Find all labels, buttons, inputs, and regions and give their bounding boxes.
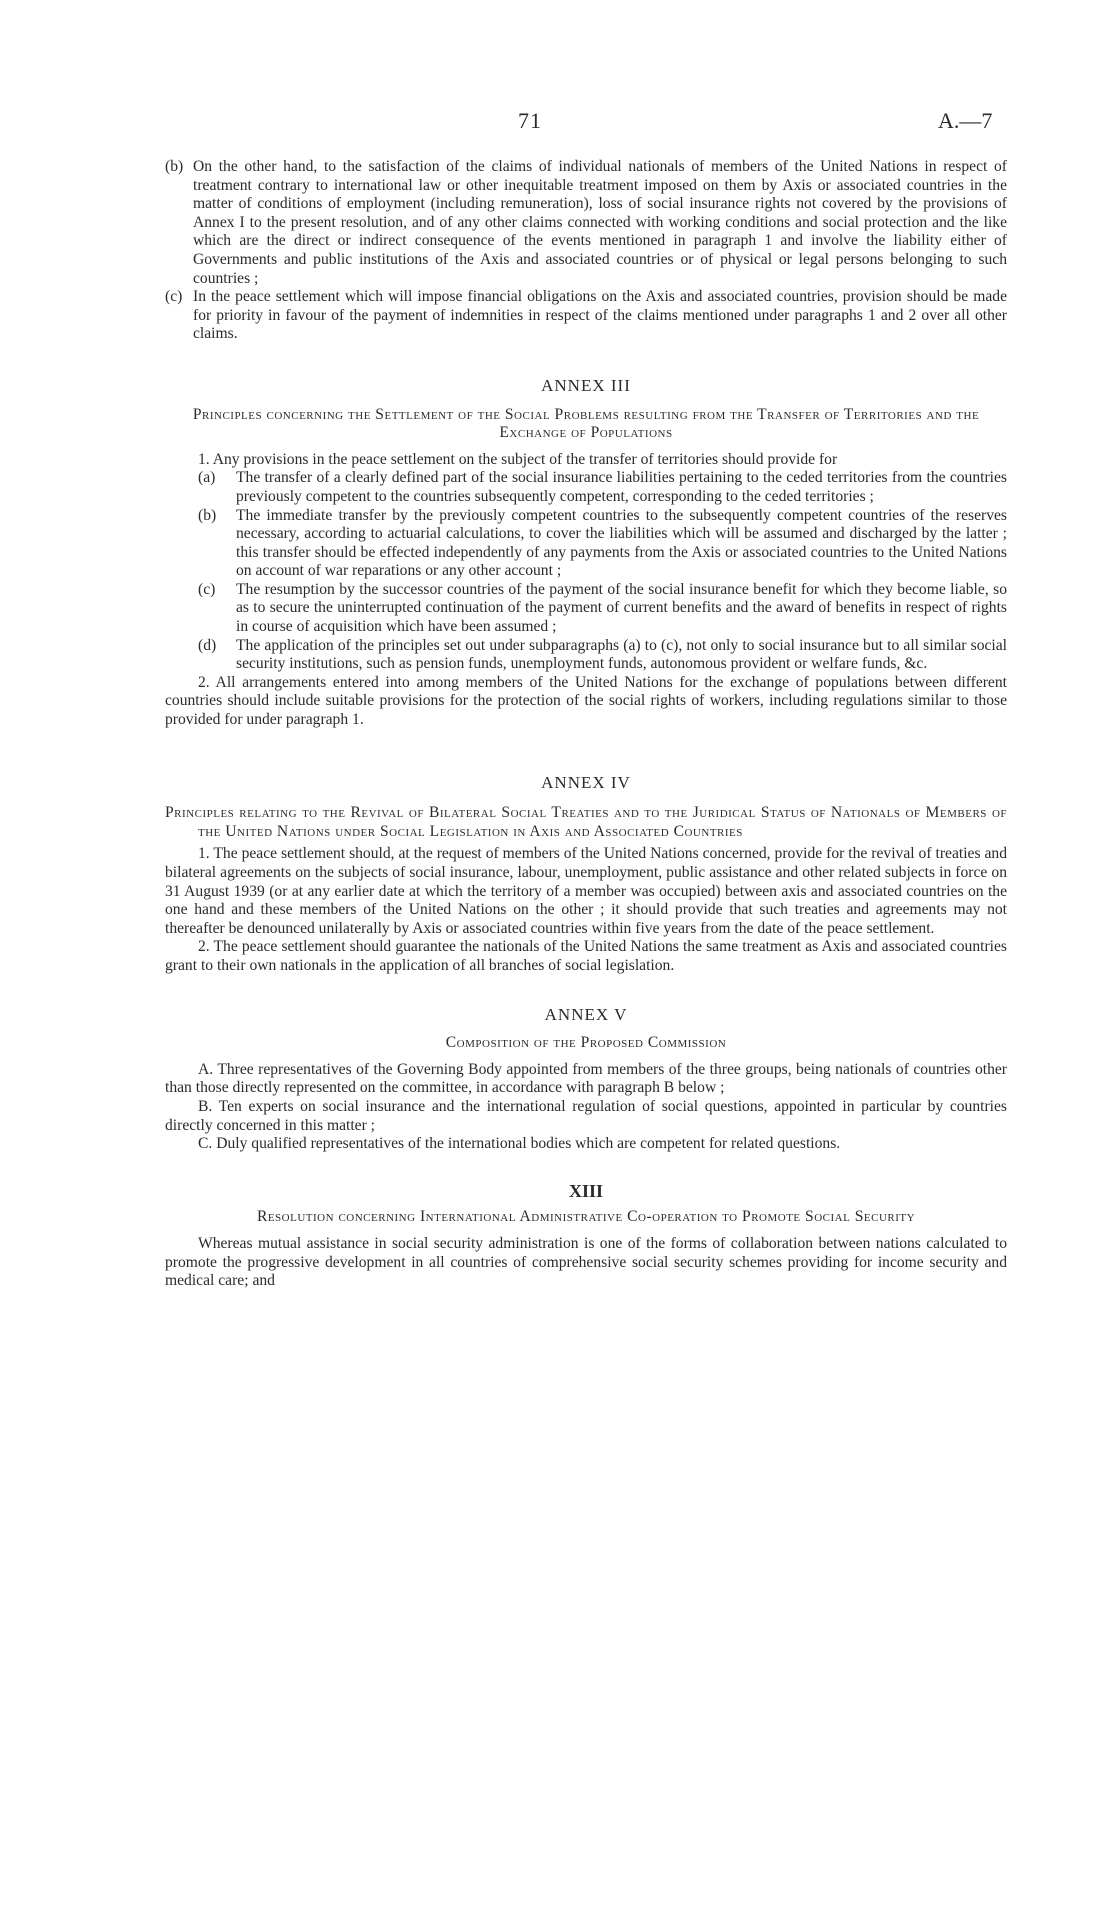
page-number: 71 [518,108,542,133]
item-label: (b) [198,506,217,524]
annex-3-heading: Principles concerning the Settlement of the Social Problems resulting from the Transfer of Territories and the Exchange of Populations [192,405,980,442]
list-item [165,288,1007,344]
list-item [198,469,1007,506]
item-text: The immediate transfer by the previously competent countries to the subsequently competent countries of the reserves necessary, according to actuarial calculations, to cover the liabilities which will be assumed and discharged by the latter ; this transfer should be effected independently of any payments from the Axis or associated countries to the United Nations on account of war reparations or any other account ; [236,506,1007,580]
annex-5-paragraph-b: B. Ten experts on social insurance and the international regulation of social questions, appointed in particular by countries directly concerned in this matter ; [165,1097,1007,1134]
document-reference: A.—7 [938,108,993,133]
section-13-paragraph: Whereas mutual assistance in social security administration is one of the forms of collaboration between nations calculated to promote the progressive development in all countries of comprehensive social security schemes providing for income security and medical care; and [165,1234,1007,1290]
annex-5-title: ANNEX V [544,1004,628,1024]
item-label: (d) [198,636,217,654]
section-13-heading: Resolution concerning International Administrative Co-operation to Promote Social Security [256,1208,916,1226]
annex-3-paragraph-2: 2. All arrangements entered into among members of the United Nations for the exchange of populations between different countries should include suitable provisions for the protection of the social rights of workers, including regulations similar to those provided for under paragraph 1. [165,673,1007,729]
item-label: (a) [198,469,216,487]
page-body [165,158,1007,1291]
annex-4-paragraph-1: 1. The peace settlement should, at the request of members of the United Nations concerned, provide for the revival of treaties and bilateral agreements on the subjects of social insurance, labour, unemployment, public assistance and other related subjects in force on 31 August 1939 (or at any earlier date at which the territory of a member was occupied) between axis and associated countries on the one hand and these members of the United Nations on the other ; it should provide that such treaties and agreements may not thereafter be denounced unilaterally by Axis or associated countries within five years from the date of the peace settlement. [165,845,1007,937]
list-item [165,158,1007,288]
item-text: The transfer of a clearly defined part of the social insurance liabilities pertaining to the ceded territories from the countries previously competent to the countries subsequently competent, corresponding to the ceded territories ; [236,469,1007,505]
annex-5-paragraph-a: A. Three representatives of the Governing Body appointed from members of the three groups, being nationals of countries other than those directly represented on the committee, in accordance with paragraph B below ; [165,1060,1007,1097]
annex-4-title: ANNEX IV [541,772,631,792]
list-item [198,637,1007,674]
item-text: The application of the principles set out under subparagraphs (a) to (c), not only to social insurance but to all similar social security institutions, such as pension funds, unemployment funds, autonomous provident or welfare funds, &c. [236,636,1007,673]
annex-3-title: ANNEX III [541,375,631,395]
list-item [198,581,1007,637]
annex-3-paragraph-1: 1. Any provisions in the peace settlement on the subject of the transfer of territories should provide for [198,450,838,468]
annex-4-paragraph-2: 2. The peace settlement should guarantee the nationals of the United Nations the same treatment as Axis and associated countries grant to their own nationals in the application of all branches of social legislation. [165,938,1007,974]
annex-5-heading: Composition of the Proposed Commission [445,1034,727,1052]
item-label: (b) [165,158,184,175]
item-text: In the peace settlement which will impose financial obligations on the Axis and associated countries, provision should be made for priority in favour of the payment of indemnities in respect of the claims mentioned under paragraphs 1 and 2 over all other claims. [193,288,1007,343]
item-text: On the other hand, to the satisfaction of the claims of individual nationals of members of the United Nations in respect of treatment contrary to international law or other inequitable treatment imposed on them by Axis or associated countries in the matter of conditions of employment (including remuneration), loss of social insurance rights not covered by the provisions of Annex I to the present resolution, and of any other claims connected with working conditions and social protection and the like which are the direct or indirect consequence of the events mentioned in paragraph 1 and involve the liability either of Governments and public institutions of the Axis and associated countries or of physical or legal persons belonging to such countries ; [193,158,1007,287]
item-label: (c) [198,580,216,598]
annex-5-paragraph-c: C. Duly qualified representatives of the international bodies which are competent for related questions. [198,1135,841,1153]
item-text: The resumption by the successor countries of the payment of the social insurance benefit for which they become liable, so as to secure the uninterrupted continuation of the payment of current benefits and the award of benefits in respect of rights in course of acquisition which have been assumed ; [236,580,1007,636]
list-item [198,507,1007,581]
section-13-title: XIII [568,1180,603,1201]
item-label: (c) [165,288,183,306]
annex-4-heading: Principles relating to the Revival of Bilateral Social Treaties and to the Juridical Status of Nationals of Members of the United Nations under Social Legislation in Axis and Associated Countries [165,804,1007,840]
